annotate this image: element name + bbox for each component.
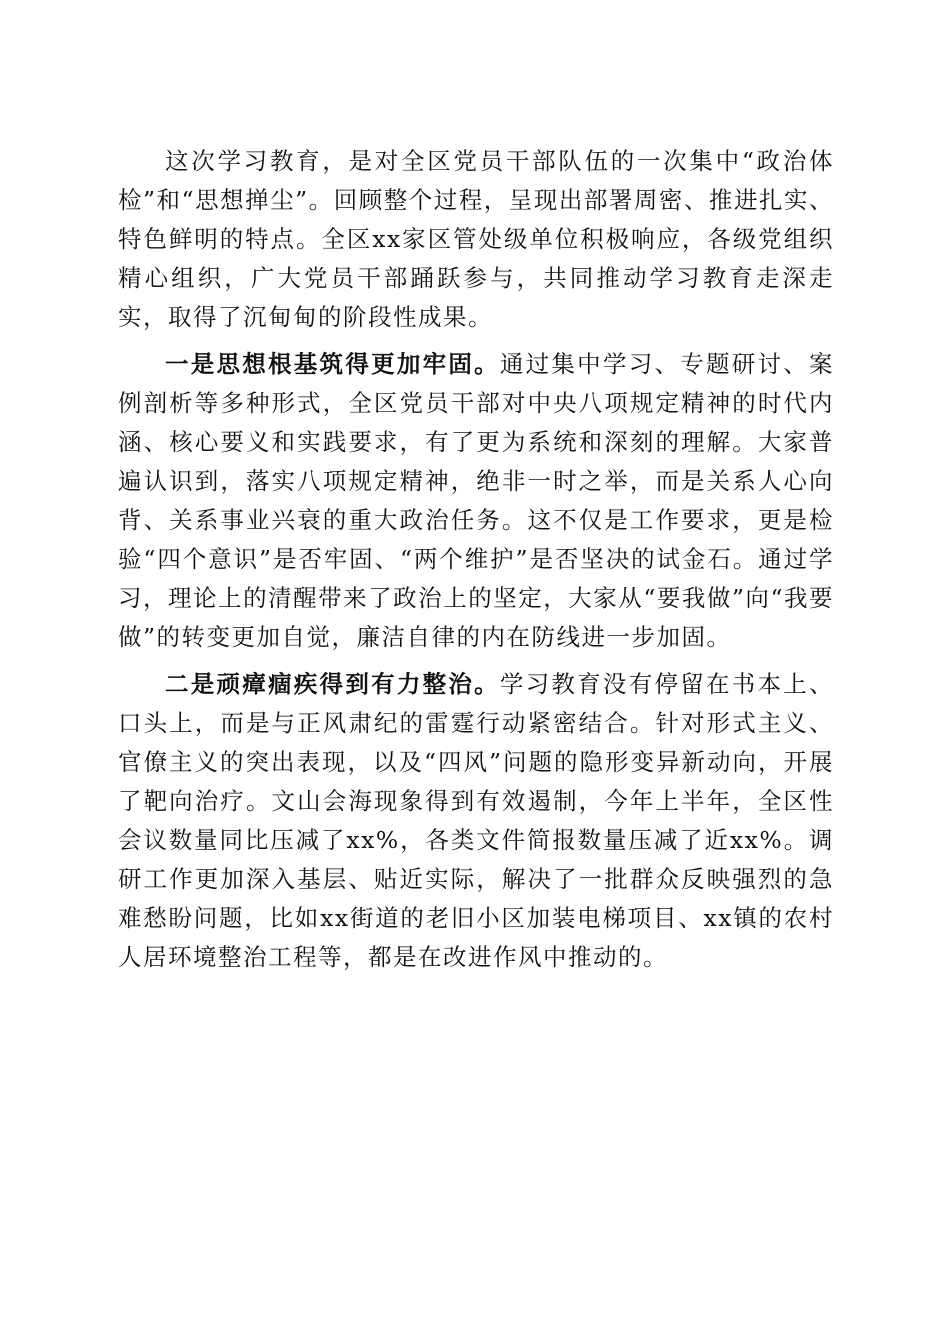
paragraph-point-one bbox=[118, 345, 834, 657]
paragraph-point-one-heading: 一是思想根基筑得更加牢固。 bbox=[165, 350, 500, 378]
paragraph-point-two-heading: 二是顽瘴痼疾得到有力整治。 bbox=[165, 670, 500, 698]
paragraph-point-two bbox=[118, 665, 834, 977]
paragraph-intro bbox=[118, 142, 834, 337]
document-body bbox=[118, 142, 834, 977]
paragraph-point-two-text: 学习教育没有停留在书本上、口头上，而是与正风肃纪的雷霆行动紧密结合。针对形式主义、官僚主义的突出表现，以及“四风”问题的隐形变异新动向，开展了靶向治疗。文山会海现象得到有效遏制，今年上半年，全区性会议数量同比压减了xx%，各类文件简报数量压减了近xx%。调研工作更加深入基层、贴近实际，解决了一批群众反映强烈的急难愁盼问题，比如xx街道的老旧小区加装电梯项目、xx镇的农村人居环境整治工程等，都是在改进作风中推动的。 bbox=[118, 670, 835, 971]
paragraph-intro-text: 这次学习教育，是对全区党员干部队伍的一次集中“政治体检”和“思想掸尘”。回顾整个过程，呈现出部署周密、推进扎实、特色鲜明的特点。全区xx家区管处级单位积极响应，各级党组织精心组织，广大党员干部踊跃参与，共同推动学习教育走深走实，取得了沉甸甸的阶段性成果。 bbox=[118, 147, 834, 331]
paragraph-point-one-text: 通过集中学习、专题研讨、案例剖析等多种形式，全区党员干部对中央八项规定精神的时代内涵、核心要义和实践要求，有了更为系统和深刻的理解。大家普遍认识到，落实八项规定精神，绝非一时之举，而是关系人心向背、关系事业兴衰的重大政治任务。这不仅是工作要求，更是检验“四个意识”是否牢固、“两个维护”是否坚决的试金石。通过学习，理论上的清醒带来了政治上的坚定，大家从“要我做”向“我要做”的转变更加自觉，廉洁自律的内在防线进一步加固。 bbox=[118, 350, 835, 651]
